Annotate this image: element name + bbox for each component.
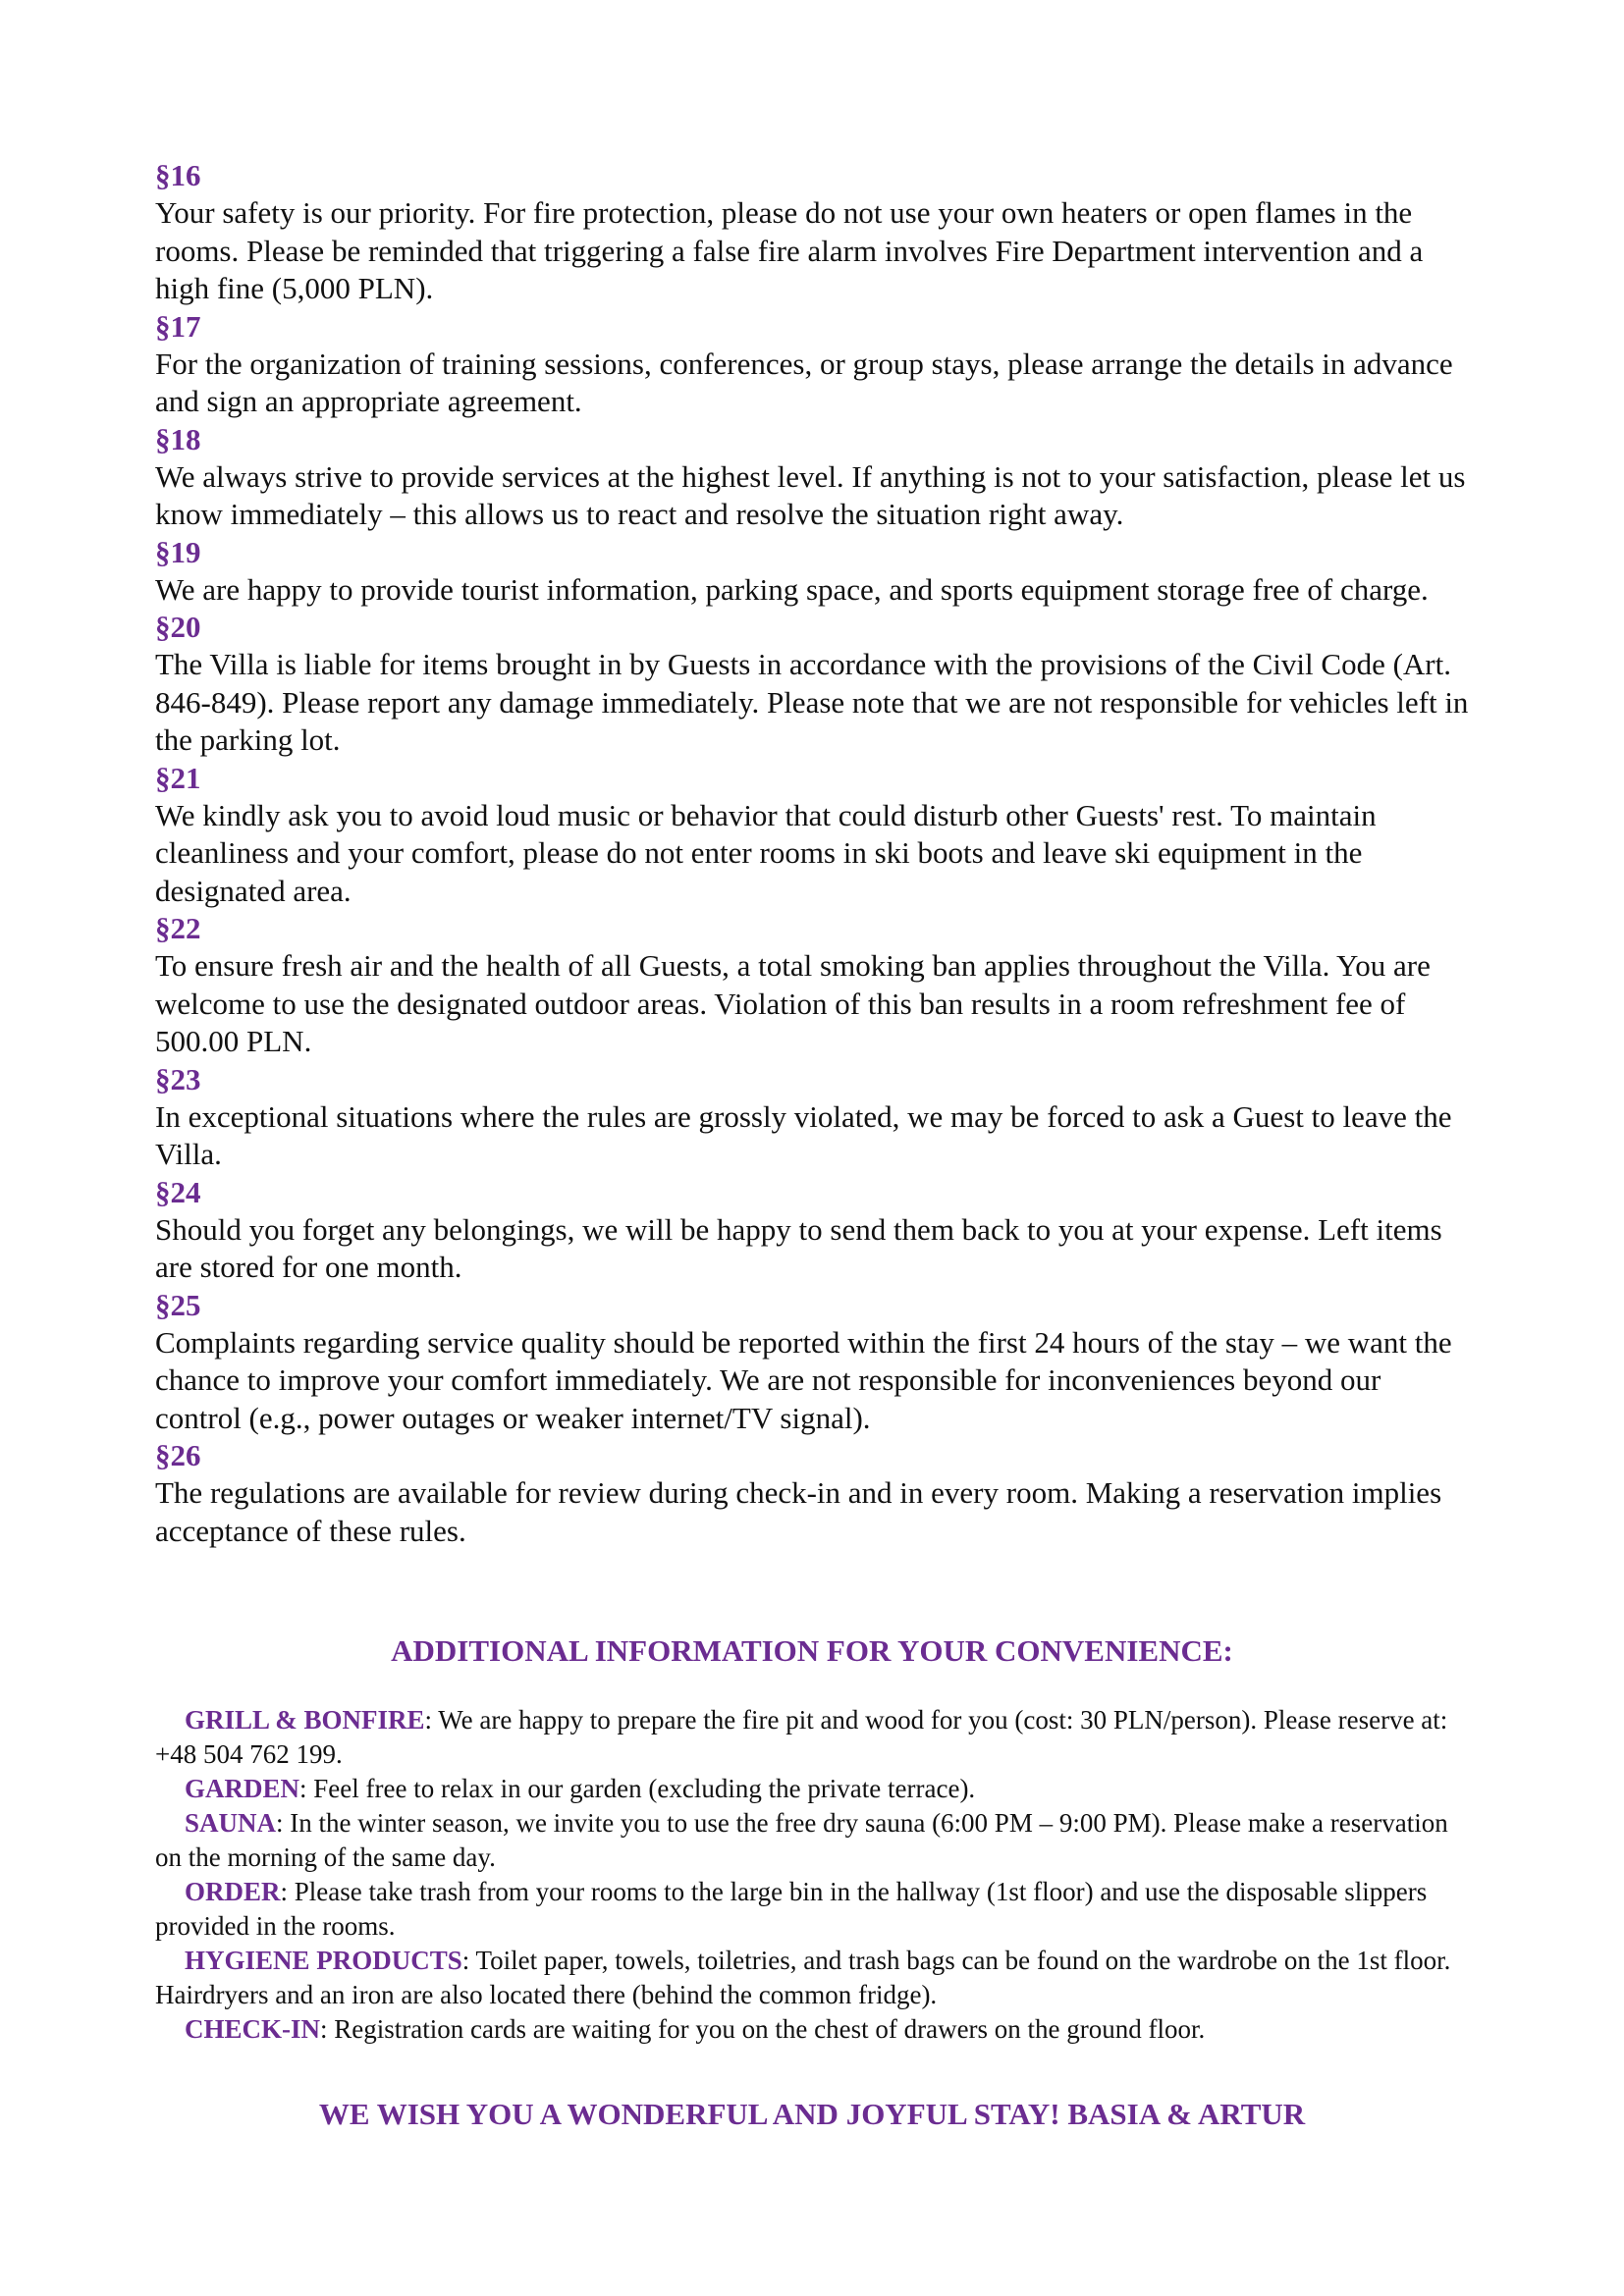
rule-section — [155, 308, 1471, 421]
info-label: GRILL & BONFIRE — [185, 1705, 425, 1735]
info-item-garden — [155, 1772, 1476, 1806]
section-number: §22 — [155, 911, 201, 945]
rule-section — [155, 760, 1471, 911]
rule-section — [155, 1061, 1471, 1174]
info-item-sauna — [155, 1806, 1476, 1875]
section-text: Complaints regarding service quality should be reported within the first 24 hours of the stay – we want the chance to improve your comfort immediately. We are not responsible for inconveniences beyond our control (e.g., power outages or weaker internet/TV signal). — [155, 1324, 1452, 1435]
info-item-hygiene — [155, 1944, 1476, 2012]
info-text: : In the winter season, we invite you to use the free dry sauna (6:00 PM – 9:00 PM). Please make a reservation on the morning of the same day. — [155, 1808, 1448, 1872]
info-text: : Feel free to relax in our garden (excluding the private terrace). — [299, 1774, 976, 1803]
info-label: GARDEN — [185, 1774, 300, 1803]
info-item-grill — [155, 1703, 1476, 1772]
additional-info-list — [155, 1703, 1476, 2047]
section-number: §20 — [155, 610, 201, 644]
section-text: Should you forget any belongings, we will be happy to send them back to you at your expense. Left items are stored for one month. — [155, 1211, 1442, 1284]
section-number: §18 — [155, 421, 201, 456]
info-label: ORDER — [185, 1877, 281, 1906]
rule-section — [155, 1174, 1471, 1287]
section-text: For the organization of training sessions, conferences, or group stays, please arrange the details in advance and sign an appropriate agreement. — [155, 346, 1453, 418]
section-text: We are happy to provide tourist information, parking space, and sports equipment storage free of charge. — [155, 571, 1429, 607]
section-text: Your safety is our priority. For fire protection, please do not use your own heaters or open flames in the rooms. Please be reminded that triggering a false fire alarm involves Fire Department intervention and a high fine (5,000 PLN). — [155, 195, 1424, 305]
rule-section — [155, 1287, 1471, 1438]
rule-section — [155, 157, 1471, 308]
section-number: §24 — [155, 1174, 201, 1209]
rule-section — [155, 534, 1471, 610]
info-item-order — [155, 1875, 1476, 1944]
rule-section — [155, 1437, 1471, 1550]
section-text: In exceptional situations where the rules are grossly violated, we may be forced to ask a Guest to leave the Villa. — [155, 1098, 1452, 1171]
section-text: We always strive to provide services at the highest level. If anything is not to your satisfaction, please let us know immediately – this allows us to react and resolve the situation right away. — [155, 458, 1466, 531]
rules-list — [155, 157, 1471, 1550]
additional-info-heading: ADDITIONAL INFORMATION FOR YOUR CONVENIENCE: — [391, 1633, 1233, 1668]
section-number: §23 — [155, 1061, 201, 1096]
section-number: §21 — [155, 760, 201, 795]
info-label: HYGIENE PRODUCTS — [185, 1946, 462, 1975]
rule-section — [155, 609, 1471, 760]
section-text: To ensure fresh air and the health of all Guests, a total smoking ban applies throughout the Villa. You are welcome to use the designated outdoor areas. Violation of this ban results in a room refreshment fee of 500.00 PLN. — [155, 948, 1431, 1058]
info-text: : Please take trash from your rooms to the large bin in the hallway (1st floor) and use the disposable slippers provided in the rooms. — [155, 1877, 1428, 1941]
info-label: CHECK-IN — [185, 2014, 321, 2044]
info-label: SAUNA — [185, 1808, 277, 1838]
section-text: The Villa is liable for items brought in by Guests in accordance with the provisions of the Civil Code (Art. 846-849). Please report any damage immediately. Please note that we are not responsible for vehicles left in the parking lot. — [155, 647, 1469, 757]
section-number: §26 — [155, 1438, 201, 1472]
section-number: §19 — [155, 534, 201, 569]
section-number: §25 — [155, 1287, 201, 1322]
rule-section — [155, 910, 1471, 1061]
info-text: : Toilet paper, towels, toiletries, and trash bags can be found on the wardrobe on the 1st floor. Hairdryers and an iron are also located there (behind the common fridge). — [155, 1946, 1451, 2009]
closing-message: WE WISH YOU A WONDERFUL AND JOYFUL STAY! BASIA & ARTUR — [318, 2097, 1306, 2131]
info-text: : We are happy to prepare the fire pit and wood for you (cost: 30 PLN/person). Please reserve at: +48 504 762 199. — [155, 1705, 1448, 1769]
info-item-check-in — [155, 2012, 1476, 2047]
section-text: The regulations are available for review during check-in and in every room. Making a reservation implies acceptance of these rules. — [155, 1475, 1442, 1548]
section-text: We kindly ask you to avoid loud music or behavior that could disturb other Guests' rest. To maintain cleanliness and your comfort, please do not enter rooms in ski boots and leave ski equipment in the designated area. — [155, 797, 1377, 908]
section-number: §16 — [155, 158, 201, 192]
section-number: §17 — [155, 308, 201, 344]
info-text: : Registration cards are waiting for you on the chest of drawers on the ground floor. — [320, 2014, 1206, 2044]
rule-section — [155, 421, 1471, 534]
